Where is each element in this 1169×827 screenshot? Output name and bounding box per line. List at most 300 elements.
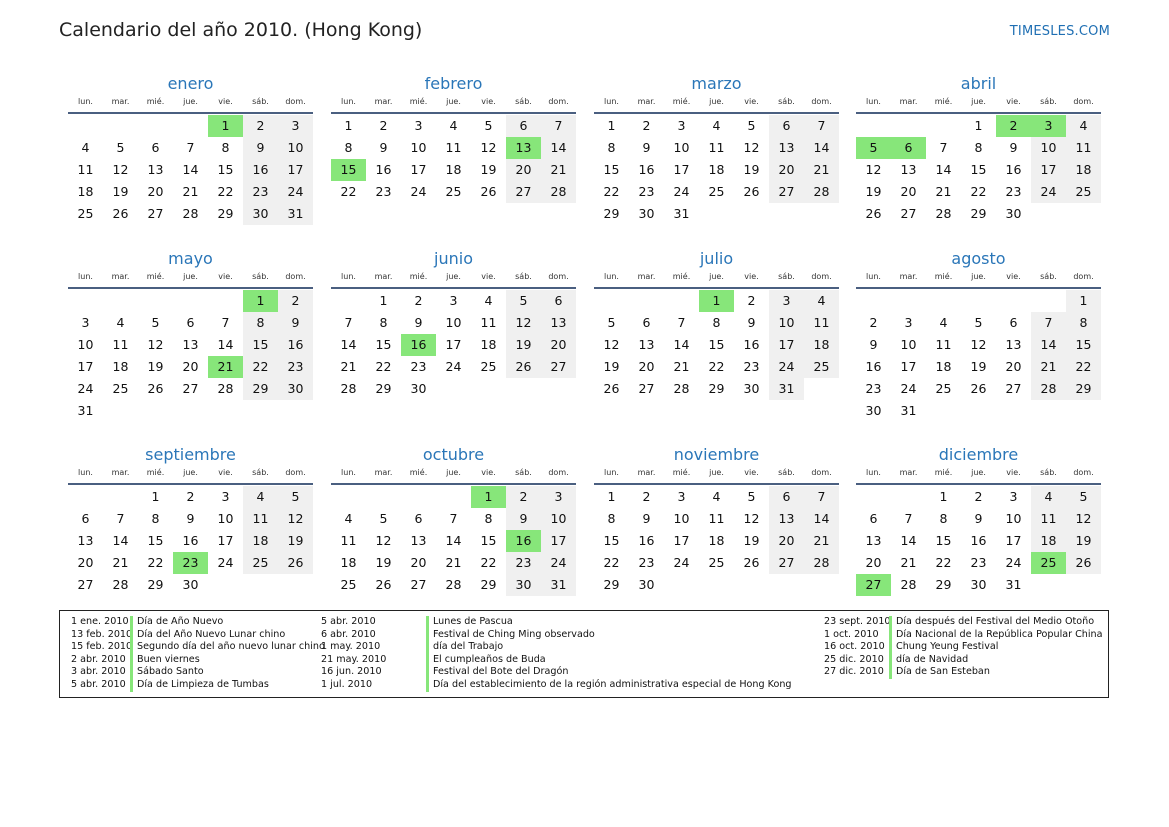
day-cell: 20 <box>769 530 804 552</box>
day-cell: 16 <box>278 334 313 356</box>
day-cell: 22 <box>970 184 987 199</box>
day-cell: 26 <box>112 206 129 221</box>
day-cell: 31 <box>769 378 804 400</box>
weekday-label: dom. <box>285 468 306 477</box>
day-cell: 13 <box>182 337 199 352</box>
day-cell: 30 <box>638 577 655 592</box>
month-name: marzo <box>691 74 742 93</box>
day-cell: 12 <box>970 337 987 352</box>
weekday-label: mar. <box>111 468 130 477</box>
day-cell: 7 <box>541 115 576 137</box>
weekday-label: vie. <box>481 97 496 106</box>
day-cell: 8 <box>607 511 616 526</box>
day-cell: 7 <box>344 315 353 330</box>
day-cell: 27 <box>541 356 576 378</box>
day-cell: 24 <box>410 184 427 199</box>
day-cell: 10 <box>410 140 427 155</box>
empty-cell <box>366 486 401 508</box>
day-cell: 18 <box>708 533 725 548</box>
day-cell: 26 <box>865 206 882 221</box>
day-cell: 7 <box>804 115 839 137</box>
day-cell: 24 <box>673 555 690 570</box>
day-cell: 27 <box>638 381 655 396</box>
day-cell: 13 <box>77 533 94 548</box>
day-cell: 8 <box>712 315 721 330</box>
day-cell: 31 <box>278 203 313 225</box>
weekday-label: vie. <box>218 272 233 281</box>
holiday-day: 25 <box>1031 552 1066 574</box>
day-cell: 7 <box>221 315 230 330</box>
day-cell: 8 <box>344 140 353 155</box>
empty-cell <box>103 290 138 312</box>
day-cell: 18 <box>1031 530 1066 552</box>
day-cell: 5 <box>484 118 493 133</box>
day-cell: 20 <box>506 159 541 181</box>
day-cell: 29 <box>970 206 987 221</box>
day-cell: 23 <box>375 184 392 199</box>
day-cell: 12 <box>375 533 392 548</box>
weekday-label: lun. <box>78 272 93 281</box>
day-cell: 23 <box>638 184 655 199</box>
day-cell: 14 <box>804 137 839 159</box>
weekday-label: lun. <box>604 272 619 281</box>
brand-link[interactable]: TIMESLES.COM <box>1009 24 1110 39</box>
day-cell: 8 <box>221 140 230 155</box>
legend-holiday: Buen viernes <box>137 653 200 665</box>
day-cell: 6 <box>642 315 651 330</box>
day-cell: 4 <box>804 290 839 312</box>
day-cell: 27 <box>147 206 164 221</box>
weekday-label: sáb. <box>515 272 532 281</box>
day-cell: 5 <box>379 511 388 526</box>
legend-holiday: El cumpleaños de Buda <box>433 653 546 665</box>
weekday-label: vie. <box>1006 97 1021 106</box>
day-cell: 26 <box>743 184 760 199</box>
holiday-day: 13 <box>506 137 541 159</box>
day-cell: 26 <box>603 381 620 396</box>
weekday-label: lun. <box>866 468 881 477</box>
day-cell: 30 <box>278 378 313 400</box>
day-cell: 17 <box>900 359 917 374</box>
day-cell: 25 <box>708 555 725 570</box>
day-cell: 22 <box>340 184 357 199</box>
days-grid <box>68 115 313 225</box>
day-cell: 14 <box>112 533 129 548</box>
day-cell: 5 <box>607 315 616 330</box>
empty-cell <box>331 290 366 312</box>
holiday-day: 3 <box>1031 115 1066 137</box>
day-cell: 17 <box>77 359 94 374</box>
day-cell: 24 <box>1031 181 1066 203</box>
weekday-label: mar. <box>111 272 130 281</box>
weekday-label: vie. <box>744 272 759 281</box>
day-cell: 28 <box>112 577 129 592</box>
days-grid <box>856 290 1101 422</box>
day-cell: 25 <box>112 381 129 396</box>
legend-holiday: Día Nacional de la República Popular China <box>896 628 1103 640</box>
day-cell: 13 <box>769 508 804 530</box>
day-cell: 14 <box>673 337 690 352</box>
day-cell: 22 <box>935 555 952 570</box>
empty-cell <box>68 290 103 312</box>
day-cell: 28 <box>935 206 952 221</box>
weekday-label: vie. <box>481 272 496 281</box>
day-cell: 28 <box>900 577 917 592</box>
holiday-day: 1 <box>471 486 506 508</box>
day-cell: 10 <box>673 140 690 155</box>
day-cell: 6 <box>869 511 878 526</box>
weekday-label: dom. <box>1073 272 1094 281</box>
day-cell: 30 <box>243 203 278 225</box>
day-cell: 4 <box>1066 115 1101 137</box>
day-cell: 2 <box>974 489 983 504</box>
day-cell: 22 <box>1066 356 1101 378</box>
weekday-header <box>331 270 576 289</box>
weekday-label: mar. <box>374 97 393 106</box>
weekday-label: mié. <box>146 272 165 281</box>
day-cell: 20 <box>900 184 917 199</box>
day-cell: 10 <box>541 508 576 530</box>
day-cell: 11 <box>340 533 357 548</box>
holiday-day: 21 <box>208 356 243 378</box>
legend-names-col1 <box>130 616 325 692</box>
day-cell: 29 <box>603 206 620 221</box>
day-cell: 7 <box>904 511 913 526</box>
day-cell: 23 <box>865 381 882 396</box>
day-cell: 16 <box>865 359 882 374</box>
day-cell: 22 <box>217 184 234 199</box>
day-cell: 17 <box>673 533 690 548</box>
day-cell: 3 <box>677 489 686 504</box>
legend-date: 15 feb. 2010 <box>71 641 133 653</box>
day-cell: 5 <box>747 118 756 133</box>
empty-cell <box>401 486 436 508</box>
day-cell: 9 <box>186 511 195 526</box>
day-cell: 4 <box>1031 486 1066 508</box>
month-name: septiembre <box>145 445 236 464</box>
empty-cell <box>664 290 699 312</box>
holiday-day: 5 <box>856 137 891 159</box>
weekday-label: jue. <box>446 272 461 281</box>
day-cell: 18 <box>77 184 94 199</box>
day-cell: 2 <box>747 293 756 308</box>
day-cell: 10 <box>1031 137 1066 159</box>
weekday-label: dom. <box>1073 97 1094 106</box>
day-cell: 15 <box>375 337 392 352</box>
days-grid <box>594 115 839 225</box>
day-cell: 16 <box>182 533 199 548</box>
day-cell: 20 <box>769 159 804 181</box>
day-cell: 29 <box>708 381 725 396</box>
empty-cell <box>996 290 1031 312</box>
weekday-label: mié. <box>409 468 428 477</box>
legend-dates-col1 <box>71 616 132 692</box>
empty-cell <box>891 290 926 312</box>
holiday-day: 27 <box>856 574 891 596</box>
day-cell: 11 <box>708 511 725 526</box>
day-cell: 24 <box>1005 555 1022 570</box>
day-cell: 29 <box>217 206 234 221</box>
day-cell: 2 <box>278 290 313 312</box>
month-junio <box>331 248 576 400</box>
day-cell: 28 <box>445 577 462 592</box>
day-cell: 27 <box>77 577 94 592</box>
day-cell: 23 <box>506 552 541 574</box>
day-cell: 26 <box>278 552 313 574</box>
day-cell: 21 <box>1031 356 1066 378</box>
day-cell: 31 <box>673 206 690 221</box>
legend-holiday: Día de Limpieza de Tumbas <box>137 678 269 690</box>
day-cell: 25 <box>935 381 952 396</box>
day-cell: 29 <box>243 378 278 400</box>
empty-cell <box>926 115 961 137</box>
day-cell: 11 <box>243 508 278 530</box>
weekday-label: mié. <box>672 468 691 477</box>
weekday-label: mar. <box>374 468 393 477</box>
day-cell: 25 <box>445 184 462 199</box>
day-cell: 1 <box>1066 290 1101 312</box>
day-cell: 14 <box>541 137 576 159</box>
day-cell: 13 <box>1005 337 1022 352</box>
legend-date: 21 may. 2010 <box>321 653 387 665</box>
empty-cell <box>138 290 173 312</box>
day-cell: 20 <box>410 555 427 570</box>
empty-cell <box>856 290 891 312</box>
legend-date: 1 oct. 2010 <box>824 628 879 640</box>
legend-date: 23 sept. 2010 <box>824 616 891 627</box>
holiday-day: 23 <box>173 552 208 574</box>
day-cell: 18 <box>340 555 357 570</box>
day-cell: 9 <box>379 140 388 155</box>
day-cell: 5 <box>506 290 541 312</box>
legend-holiday: Segundo día del año nuevo lunar chino <box>137 641 325 653</box>
day-cell: 15 <box>935 533 952 548</box>
day-cell: 13 <box>900 162 917 177</box>
day-cell: 1 <box>607 118 616 133</box>
day-cell: 14 <box>445 533 462 548</box>
day-cell: 18 <box>804 334 839 356</box>
legend-holiday: Día del establecimiento de la región administrativa especial de Hong Kong <box>433 678 792 690</box>
day-cell: 2 <box>506 486 541 508</box>
legend-date: 25 dic. 2010 <box>824 653 884 665</box>
day-cell: 4 <box>449 118 458 133</box>
weekday-label: lun. <box>341 468 356 477</box>
legend-holiday: Festival de Ching Ming observado <box>433 628 595 640</box>
weekday-label: sáb. <box>778 272 795 281</box>
day-cell: 5 <box>1066 486 1101 508</box>
day-cell: 21 <box>900 555 917 570</box>
holiday-day: 6 <box>891 137 926 159</box>
month-name: febrero <box>424 74 483 93</box>
legend-date: 1 may. 2010 <box>321 641 381 653</box>
holiday-day: 2 <box>996 115 1031 137</box>
day-cell: 25 <box>243 552 278 574</box>
day-cell: 28 <box>804 552 839 574</box>
day-cell: 10 <box>445 315 462 330</box>
weekday-label: dom. <box>285 272 306 281</box>
day-cell: 2 <box>642 118 651 133</box>
day-cell: 5 <box>974 315 983 330</box>
day-cell: 1 <box>939 489 948 504</box>
weekday-label: sáb. <box>515 468 532 477</box>
weekday-label: mar. <box>637 97 656 106</box>
day-cell: 17 <box>445 337 462 352</box>
day-cell: 14 <box>935 162 952 177</box>
month-marzo <box>594 73 839 225</box>
day-cell: 13 <box>638 337 655 352</box>
day-cell: 27 <box>769 552 804 574</box>
day-cell: 5 <box>116 140 125 155</box>
holiday-day: 1 <box>208 115 243 137</box>
day-cell: 9 <box>747 315 756 330</box>
day-cell: 27 <box>506 181 541 203</box>
weekday-label: vie. <box>218 468 233 477</box>
empty-cell <box>594 290 629 312</box>
day-cell: 11 <box>1031 508 1066 530</box>
day-cell: 17 <box>410 162 427 177</box>
day-cell: 19 <box>480 162 497 177</box>
day-cell: 25 <box>804 356 839 378</box>
day-cell: 21 <box>340 359 357 374</box>
day-cell: 20 <box>147 184 164 199</box>
day-cell: 12 <box>480 140 497 155</box>
day-cell: 28 <box>182 206 199 221</box>
legend-holiday: día del Trabajo <box>433 641 504 653</box>
day-cell: 15 <box>243 334 278 356</box>
day-cell: 4 <box>484 293 493 308</box>
day-cell: 20 <box>77 555 94 570</box>
day-cell: 9 <box>1009 140 1018 155</box>
day-cell: 11 <box>77 162 94 177</box>
day-cell: 13 <box>541 312 576 334</box>
day-cell: 15 <box>480 533 497 548</box>
day-cell: 21 <box>804 530 839 552</box>
weekday-label: mié. <box>409 97 428 106</box>
day-cell: 24 <box>541 552 576 574</box>
day-cell: 23 <box>970 555 987 570</box>
empty-cell <box>138 115 173 137</box>
day-cell: 14 <box>804 508 839 530</box>
day-cell: 11 <box>708 140 725 155</box>
day-cell: 26 <box>970 381 987 396</box>
day-cell: 31 <box>1005 577 1022 592</box>
day-cell: 28 <box>541 181 576 203</box>
day-cell: 27 <box>769 181 804 203</box>
day-cell: 23 <box>743 359 760 374</box>
day-cell: 19 <box>865 184 882 199</box>
legend-holiday: Día del Año Nuevo Lunar chino <box>137 628 286 640</box>
day-cell: 4 <box>81 140 90 155</box>
day-cell: 12 <box>743 511 760 526</box>
weekday-label: lun. <box>604 468 619 477</box>
legend-holiday: Día de Año Nuevo <box>137 616 224 627</box>
legend-date: 1 ene. 2010 <box>71 616 129 627</box>
weekday-label: mar. <box>899 97 918 106</box>
day-cell: 19 <box>506 334 541 356</box>
legend-holiday: Sábado Santo <box>137 666 204 678</box>
empty-cell <box>331 486 366 508</box>
day-cell: 25 <box>77 206 94 221</box>
legend-date: 27 dic. 2010 <box>824 666 884 678</box>
day-cell: 22 <box>603 184 620 199</box>
weekday-label: jue. <box>971 468 986 477</box>
day-cell: 9 <box>506 508 541 530</box>
day-cell: 18 <box>445 162 462 177</box>
day-cell: 25 <box>480 359 497 374</box>
day-cell: 12 <box>147 337 164 352</box>
weekday-label: dom. <box>811 272 832 281</box>
day-cell: 9 <box>642 140 651 155</box>
day-cell: 11 <box>1066 137 1101 159</box>
days-grid <box>594 486 839 596</box>
day-cell: 6 <box>769 115 804 137</box>
day-cell: 21 <box>112 555 129 570</box>
month-agosto <box>856 248 1101 422</box>
legend-date: 16 jun. 2010 <box>321 666 382 678</box>
month-mayo <box>68 248 313 422</box>
day-cell: 12 <box>1066 508 1101 530</box>
day-cell: 15 <box>217 162 234 177</box>
empty-cell <box>173 115 208 137</box>
day-cell: 18 <box>243 530 278 552</box>
legend-holiday: Festival del Bote del Dragón <box>433 666 569 678</box>
day-cell: 24 <box>77 381 94 396</box>
holiday-day: 1 <box>243 290 278 312</box>
day-cell: 11 <box>445 140 462 155</box>
weekday-label: sáb. <box>1040 272 1057 281</box>
day-cell: 8 <box>974 140 983 155</box>
day-cell: 8 <box>1066 312 1101 334</box>
empty-cell <box>436 486 471 508</box>
day-cell: 18 <box>480 337 497 352</box>
day-cell: 13 <box>147 162 164 177</box>
day-cell: 21 <box>935 184 952 199</box>
empty-cell <box>68 115 103 137</box>
day-cell: 30 <box>506 574 541 596</box>
legend-holiday: Día de San Esteban <box>896 666 990 678</box>
day-cell: 19 <box>375 555 392 570</box>
day-cell: 28 <box>804 181 839 203</box>
holiday-legend <box>59 610 1109 698</box>
day-cell: 31 <box>900 403 917 418</box>
day-cell: 7 <box>186 140 195 155</box>
day-cell: 13 <box>769 137 804 159</box>
day-cell: 26 <box>147 381 164 396</box>
day-cell: 23 <box>243 181 278 203</box>
day-cell: 8 <box>484 511 493 526</box>
legend-date: 13 feb. 2010 <box>71 628 133 640</box>
day-cell: 22 <box>243 356 278 378</box>
day-cell: 6 <box>81 511 90 526</box>
month-noviembre <box>594 444 839 596</box>
day-cell: 3 <box>541 486 576 508</box>
day-cell: 10 <box>900 337 917 352</box>
day-cell: 10 <box>77 337 94 352</box>
day-cell: 10 <box>769 312 804 334</box>
day-cell: 25 <box>340 577 357 592</box>
day-cell: 2 <box>379 118 388 133</box>
day-cell: 30 <box>638 206 655 221</box>
weekday-label: sáb. <box>252 272 269 281</box>
legend-names-col2 <box>426 616 792 692</box>
day-cell: 18 <box>708 162 725 177</box>
holiday-day: 16 <box>401 334 436 356</box>
day-cell: 12 <box>865 162 882 177</box>
day-cell: 3 <box>278 115 313 137</box>
day-cell: 29 <box>1066 378 1101 400</box>
day-cell: 9 <box>414 315 423 330</box>
day-cell: 4 <box>712 118 721 133</box>
